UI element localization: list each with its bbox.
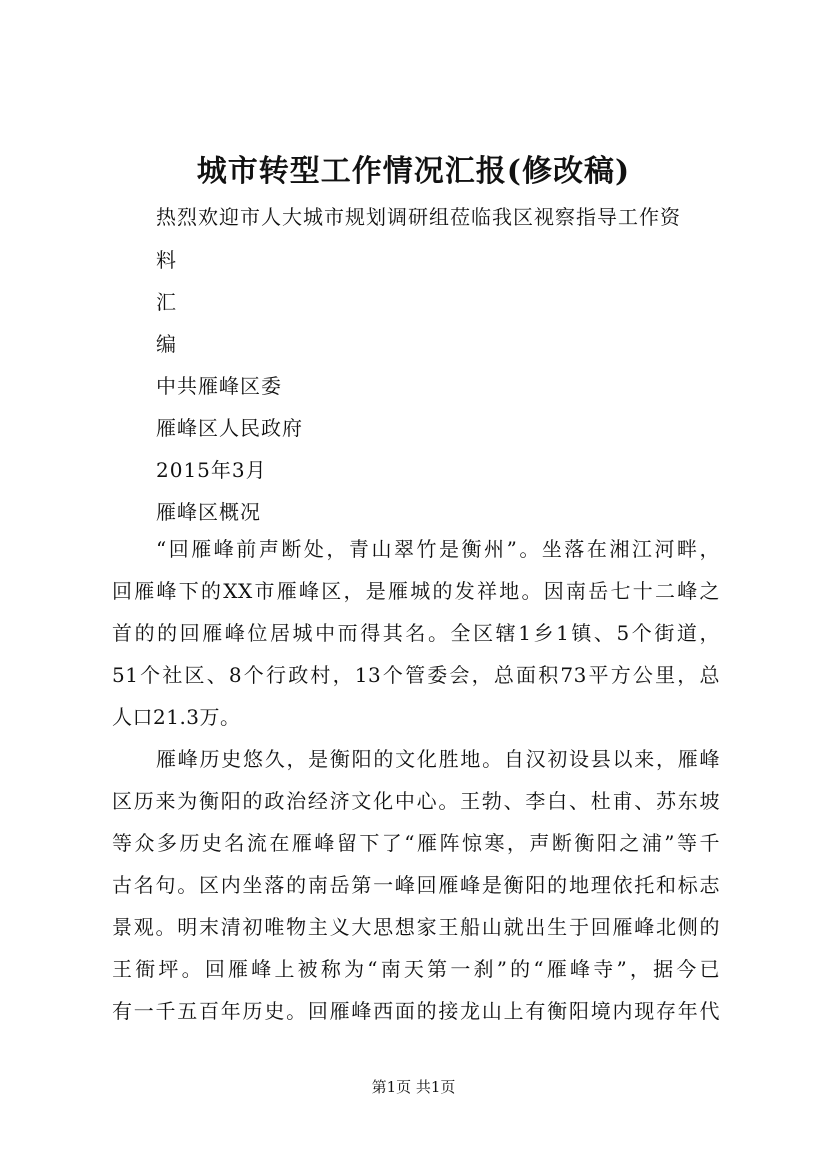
paragraph-line: 王衙坪。回雁峰上被称为“南天第一刹”的“雁峰寺”，据今已	[112, 957, 720, 981]
header-line-material: 料	[156, 248, 177, 272]
header-line-welcome: 热烈欢迎市人大城市规划调研组莅临我区视察指导工作资	[156, 205, 681, 229]
paragraph-line: 古名句。区内坐落的南岳第一峰回雁峰是衡阳的地理依托和标志	[112, 873, 720, 897]
header-line-compile-2: 编	[156, 332, 177, 356]
header-line-government: 雁峰区人民政府	[156, 416, 303, 440]
paragraph-line: 51个社区、8个行政村，13个管委会，总面积73平方公里，总	[112, 663, 720, 687]
header-line-compile-1: 汇	[156, 290, 177, 314]
paragraph-line: 雁峰历史悠久，是衡阳的文化胜地。自汉初设县以来，雁峰	[156, 747, 720, 771]
paragraph-line: 有一千五百年历史。回雁峰西面的接龙山上有衡阳境内现存年代	[112, 999, 720, 1023]
paragraph-line: 区历来为衡阳的政治经济文化中心。王勃、李白、杜甫、苏东坡	[112, 789, 720, 813]
paragraph-overview	[112, 528, 720, 738]
paragraph-line: 等众多历史名流在雁峰留下了“雁阵惊寒，声断衡阳之浦”等千	[112, 831, 720, 855]
paragraph-line: 回雁峰下的XX市雁峰区，是雁城的发祥地。因南岳七十二峰之	[112, 579, 720, 603]
header-line-party-committee: 中共雁峰区委	[156, 374, 282, 398]
paragraph-line: 首的的回雁峰位居城中而得其名。全区辖1乡1镇、5个街道，	[112, 621, 720, 645]
section-heading-overview: 雁峰区概况	[156, 500, 261, 524]
paragraph-line: 人口21.3万。	[112, 705, 241, 729]
header-line-date: 2015年3月	[156, 458, 267, 482]
paragraph-history	[112, 738, 720, 1032]
document-title: 城市转型工作情况汇报(修改稿)	[196, 154, 631, 189]
page-footer: 第1页 共1页	[371, 1078, 456, 1096]
paragraph-line: “回雁峰前声断处，青山翠竹是衡州”。坐落在湘江河畔，	[156, 537, 720, 561]
paragraph-line: 景观。明末清初唯物主义大思想家王船山就出生于回雁峰北侧的	[112, 915, 720, 939]
